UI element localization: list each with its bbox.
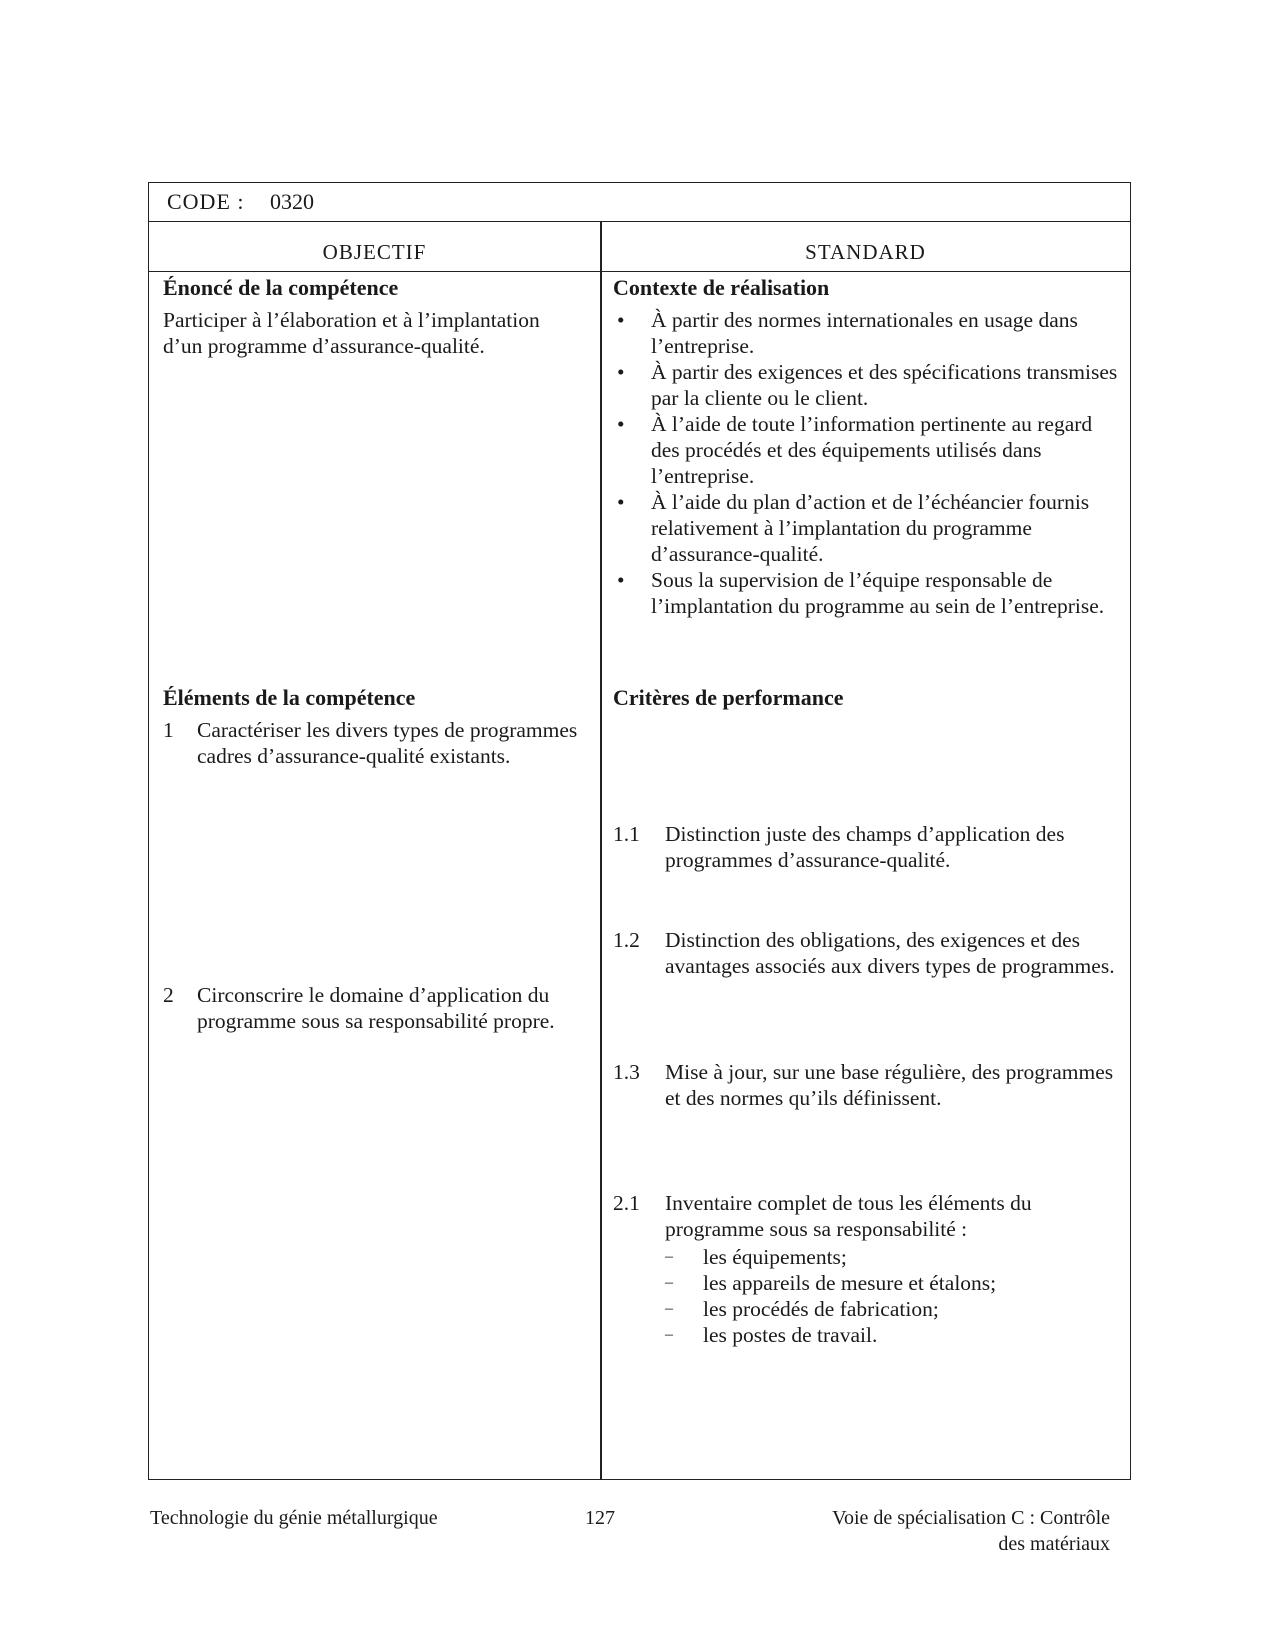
list-item [613,359,1118,411]
critere-text: Mise à jour, sur une base régulière, des programmes et des normes qu’ils définissent. [665,1060,1114,1110]
column-divider [600,221,602,1479]
critere-number: 2.1 [613,1191,640,1215]
critere-number: 1.2 [613,928,640,952]
list-item [613,1322,1118,1348]
list-item-text: les équipements; [703,1245,847,1269]
critere-item-1-1 [613,821,1118,873]
dash-icon: – [665,1248,673,1265]
list-item-text: À partir des exigences et des spécifications transmises par la cliente ou le client. [651,360,1118,410]
elements-title: Éléments de la compétence [163,685,416,710]
list-item-text: Sous la supervision de l’équipe responsable de l’implantation du programme au sein de l’entreprise. [651,568,1105,618]
bullet-icon: • [617,412,625,436]
list-item [613,1270,1118,1296]
dash-icon: – [665,1274,673,1291]
contexte-section [613,273,1118,619]
header-standard: STANDARD [601,221,1130,272]
footer-specialization [780,1505,1110,1557]
element-text: Caractériser les divers types de programmes cadres d’assurance-qualité existants. [197,718,578,768]
criteres-title: Critères de performance [613,685,844,710]
contexte-title: Contexte de réalisation [613,275,830,300]
list-item [613,411,1118,489]
list-item-text: les postes de travail. [703,1323,878,1347]
criteres-section [613,683,1118,713]
element-number: 2 [163,983,174,1007]
critere-item-1-3 [613,1059,1118,1111]
footer-program-title: Technologie du génie métallurgique [150,1507,438,1529]
contexte-list [613,307,1118,619]
critere-text: Distinction des obligations, des exigences et des avantages associés aux divers types de programmes. [665,928,1115,978]
footer-page-number: 127 [585,1507,615,1529]
list-item-text: les procédés de fabrication; [703,1297,939,1321]
element-item-1 [163,717,583,769]
list-item [613,307,1118,359]
element-text: Circonscrire le domaine d’application du programme sous sa responsabilité propre. [197,983,555,1033]
list-item [613,567,1118,619]
element-number: 1 [163,718,174,742]
code-value: 0320 [270,189,314,214]
bullet-icon: • [617,568,625,592]
header-objectif: OBJECTIF [149,221,600,272]
critere-number: 1.3 [613,1060,640,1084]
critere-item-2-1 [613,1190,1118,1348]
critere-item-1-2 [613,927,1118,979]
list-item-text: À l’aide du plan d’action et de l’échéancier fournis relativement à l’implantation du programme d’assurance-qualité. [651,490,1090,566]
elements-section [163,683,583,713]
enonce-section [163,273,583,359]
list-item [613,1296,1118,1322]
enonce-text: Participer à l’élaboration et à l’implantation d’un programme d’assurance-qualité. [163,308,540,358]
list-item [613,1244,1118,1270]
bullet-icon: • [617,490,625,514]
element-item-2 [163,982,583,1034]
critere-number: 1.1 [613,822,640,846]
bullet-icon: • [617,308,625,332]
list-item-text: les appareils de mesure et étalons; [703,1271,997,1295]
footer-specialization-line2: des matériaux [998,1533,1110,1555]
critere-text: Inventaire complet de tous les éléments du programme sous sa responsabilité : [665,1191,1032,1241]
bullet-icon: • [617,360,625,384]
list-item-text: À l’aide de toute l’information pertinente au regard des procédés et des équipements utilisés dans l’entreprise. [651,412,1093,488]
dash-icon: – [665,1300,673,1317]
competency-table [148,182,1131,1480]
list-item-text: À partir des normes internationales en usage dans l’entreprise. [651,308,1078,358]
enonce-title: Énoncé de la compétence [163,275,399,300]
list-item [613,489,1118,567]
dash-icon: – [665,1326,673,1343]
code-row [149,183,1130,222]
footer-specialization-line1: Voie de spécialisation C : Contrôle [832,1507,1110,1529]
critere-text: Distinction juste des champs d’application des programmes d’assurance-qualité. [665,822,1065,872]
critere-sub-list [613,1244,1118,1348]
code-label: CODE : [167,189,245,214]
